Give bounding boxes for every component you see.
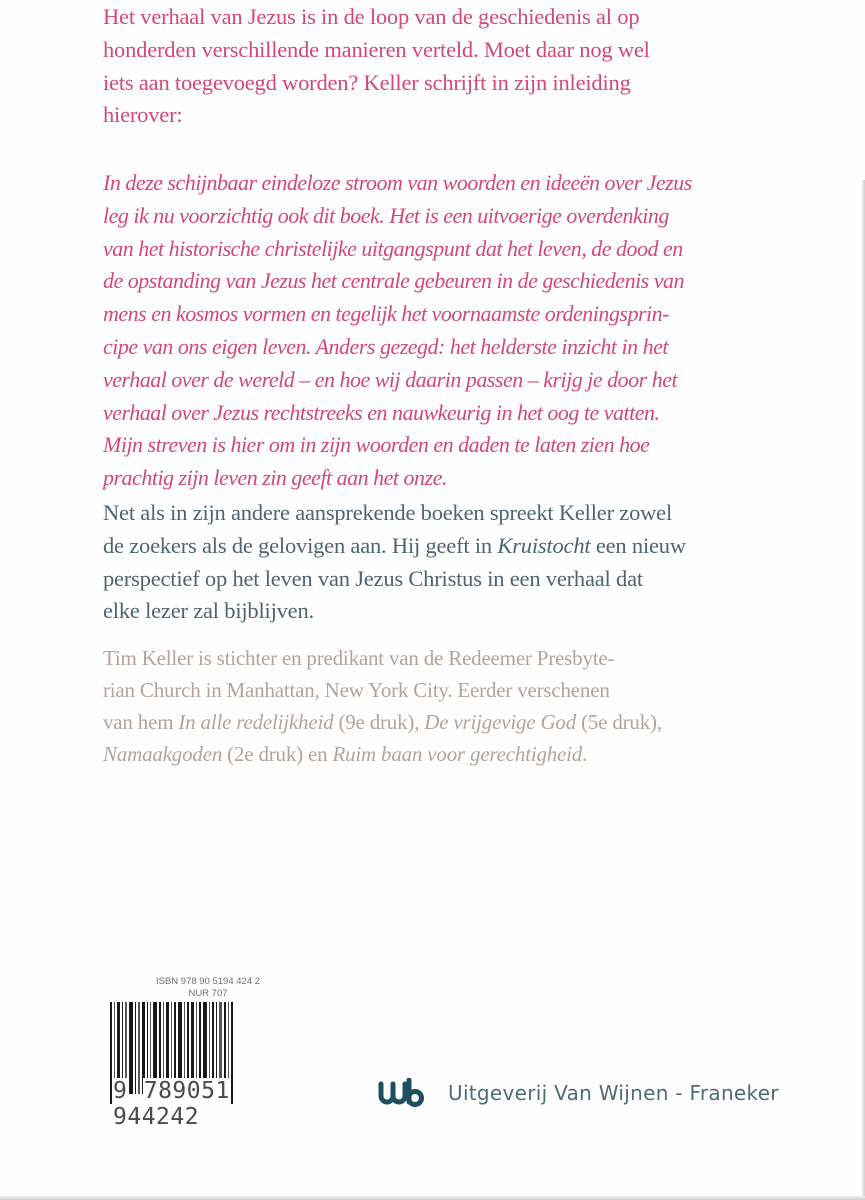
bio-line: Tim Keller is stichter en predikant van de Redeemer Presbyte- xyxy=(103,646,615,670)
bio-text: . xyxy=(582,742,588,766)
barcode-block xyxy=(100,968,300,1130)
publisher-imprint xyxy=(378,1078,779,1108)
intro-paragraph xyxy=(103,1,783,132)
cover-edge-shadow xyxy=(0,1196,865,1200)
book-title-kruistocht: Kruistocht xyxy=(497,532,591,558)
quote-line: de opstanding van Jezus het centrale gebeuren in de geschiedenis van xyxy=(103,268,685,294)
quote-line: Mijn streven is hier om in zijn woorden en daden te laten zien hoe xyxy=(103,432,650,458)
summary-line: perspectief op het leven van Jezus Christus in een verhaal dat xyxy=(103,565,643,591)
bio-line xyxy=(103,706,783,738)
quote-line: mens en kosmos vormen en tegelijk het voornaamste ordeningsprin- xyxy=(103,301,669,327)
quote-line: leg ik nu voorzichtig ook dit boek. Het is een uitvoerige overdenking xyxy=(103,202,669,228)
summary-paragraph xyxy=(103,497,783,628)
summary-text: een nieuw xyxy=(590,532,686,558)
quote-line: van het historische christelijke uitgangspunt dat het leven, de dood en xyxy=(103,235,683,261)
quote-line: prachtig zijn leven zin geeft aan het onze. xyxy=(103,465,447,491)
intro-line: Het verhaal van Jezus is in de loop van de geschiedenis al op xyxy=(103,4,640,29)
barcode-digit-group: 944242 xyxy=(113,1104,200,1130)
bio-text: (9e druk), xyxy=(333,710,425,734)
quote-line: verhaal over Jezus rechtstreeks en nauwkeurig in het oog te vatten. xyxy=(103,399,660,425)
barcode-digit-prefix: 9 xyxy=(113,1078,128,1104)
book-title: Namaakgoden xyxy=(103,742,223,766)
quote-paragraph xyxy=(103,167,783,495)
bio-line xyxy=(103,738,783,770)
book-title: Ruim baan voor gerechtigheid xyxy=(332,742,583,766)
isbn-label: ISBN 978 90 5194 424 2 xyxy=(155,976,261,987)
book-title: In alle redelijkheid xyxy=(178,710,334,734)
summary-line xyxy=(103,530,783,563)
bio-text: (5e druk), xyxy=(576,710,662,734)
barcode-digit-group: 789051 xyxy=(143,1078,230,1104)
bio-line: rian Church in Manhattan, New York City. Eerder verschenen xyxy=(103,678,610,702)
quote-line: cipe van ons eigen leven. Anders gezegd: het helderste inzicht in het xyxy=(103,333,669,359)
summary-line: Net als in zijn andere aansprekende boeken spreekt Keller zowel xyxy=(103,500,673,525)
bio-text: (2e druk) en xyxy=(222,742,333,766)
summary-text: de zoekers als de gelovigen aan. Hij geeft in xyxy=(103,532,498,558)
author-bio-paragraph xyxy=(103,642,783,770)
nur-label: NUR 707 xyxy=(188,988,228,999)
summary-line: elke lezer zal bijblijven. xyxy=(103,598,314,624)
barcode-number xyxy=(112,1078,300,1130)
book-title: De vrijgevige God xyxy=(424,710,577,734)
intro-line: honderden verschillende manieren verteld. Moet daar nog wel xyxy=(103,36,650,62)
intro-line: iets aan toegevoegd worden? Keller schrijft in zijn inleiding xyxy=(103,69,631,95)
bio-text: van hem xyxy=(103,710,179,734)
wb-logo-icon xyxy=(378,1078,424,1108)
quote-line: In deze schijnbaar eindeloze stroom van woorden en ideeën over Jezus xyxy=(103,170,692,195)
publisher-name: Uitgeverij Van Wijnen - Franeker xyxy=(448,1081,779,1105)
quote-line: verhaal over de wereld – en hoe wij daarin passen – krijg je door het xyxy=(103,366,678,392)
intro-line: hierover: xyxy=(103,102,183,128)
